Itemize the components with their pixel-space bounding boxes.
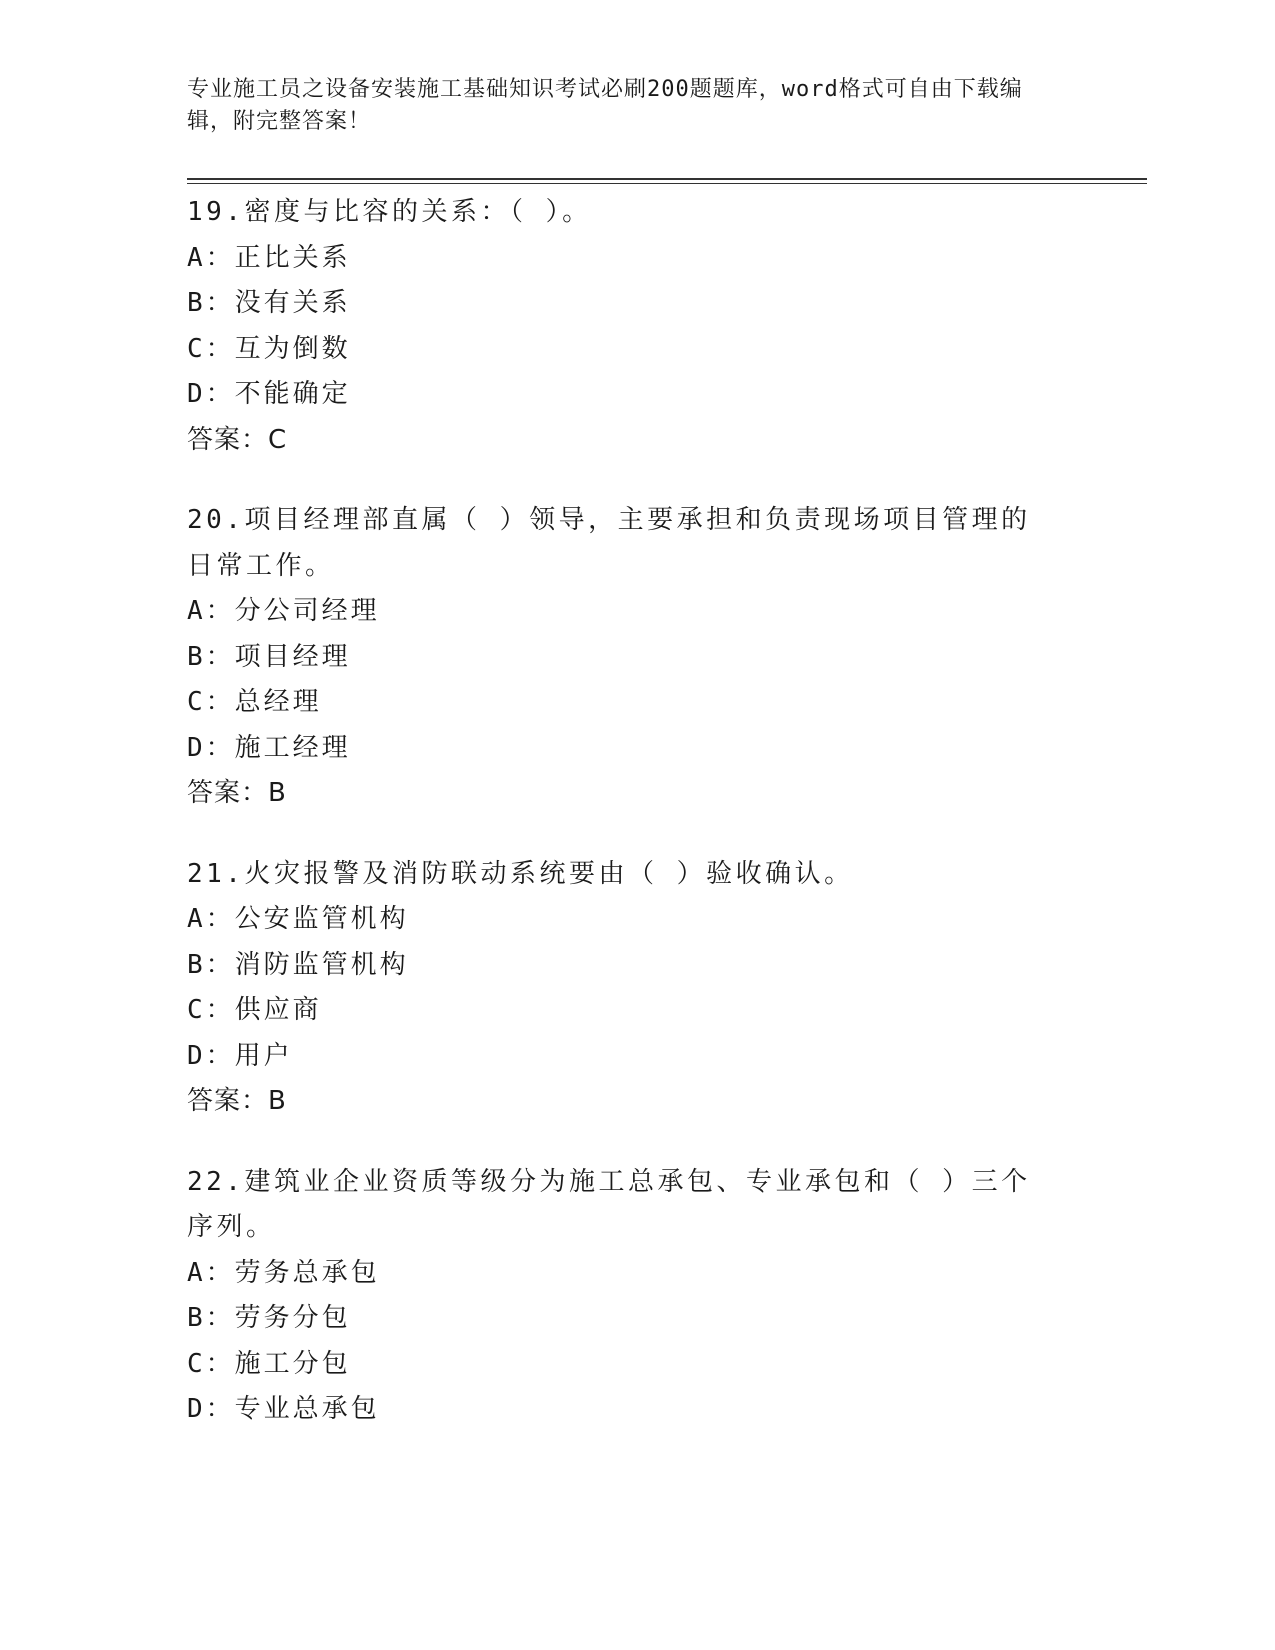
- option-b: B：没有关系: [187, 288, 351, 318]
- question-22: [187, 1160, 1147, 1433]
- option-b: B：消防监管机构: [187, 949, 409, 980]
- option-a: A：正比关系: [187, 242, 351, 273]
- question-20: [187, 498, 1147, 817]
- option-a: A：分公司经理: [187, 596, 380, 626]
- question-stem: 19.密度与比容的关系：（ ）。: [187, 197, 592, 227]
- option-c: C：供应商: [187, 995, 322, 1025]
- title-divider-thick: [187, 178, 1147, 180]
- question-stem: 21.火灾报警及消防联动系统要由（ ）验收确认。: [187, 858, 854, 889]
- document-title: 专业施工员之设备安装施工基础知识考试必刷200题题库，word格式可自由下载编辑，附完整答案！: [187, 77, 1023, 134]
- option-c: C：总经理: [187, 687, 322, 717]
- option-a: A：公安监管机构: [187, 904, 409, 934]
- option-d: D：不能确定: [187, 379, 351, 409]
- option-d: D：施工经理: [187, 732, 351, 763]
- answer-label: 答案：B: [187, 1086, 287, 1116]
- question-stem: 20.项目经理部直属（ ）领导，主要承担和负责现场项目管理的日常工作。: [187, 505, 1031, 581]
- option-d: D：用户: [187, 1040, 293, 1071]
- answer-label: 答案：B: [187, 778, 287, 808]
- option-b: B：项目经理: [187, 641, 351, 672]
- option-c: C：互为倒数: [187, 333, 351, 364]
- question-21: [187, 852, 1147, 1125]
- option-c: C：施工分包: [187, 1348, 351, 1379]
- question-19: [187, 190, 1147, 463]
- question-list: [187, 190, 1147, 1468]
- option-b: B：劳务分包: [187, 1303, 351, 1333]
- title-divider-thin: [187, 183, 1147, 184]
- option-d: D：专业总承包: [187, 1394, 380, 1424]
- question-stem: 22.建筑业企业资质等级分为施工总承包、专业承包和（ ）三个序列。: [187, 1166, 1031, 1242]
- option-a: A：劳务总承包: [187, 1257, 380, 1288]
- answer-label: 答案：C: [187, 424, 288, 455]
